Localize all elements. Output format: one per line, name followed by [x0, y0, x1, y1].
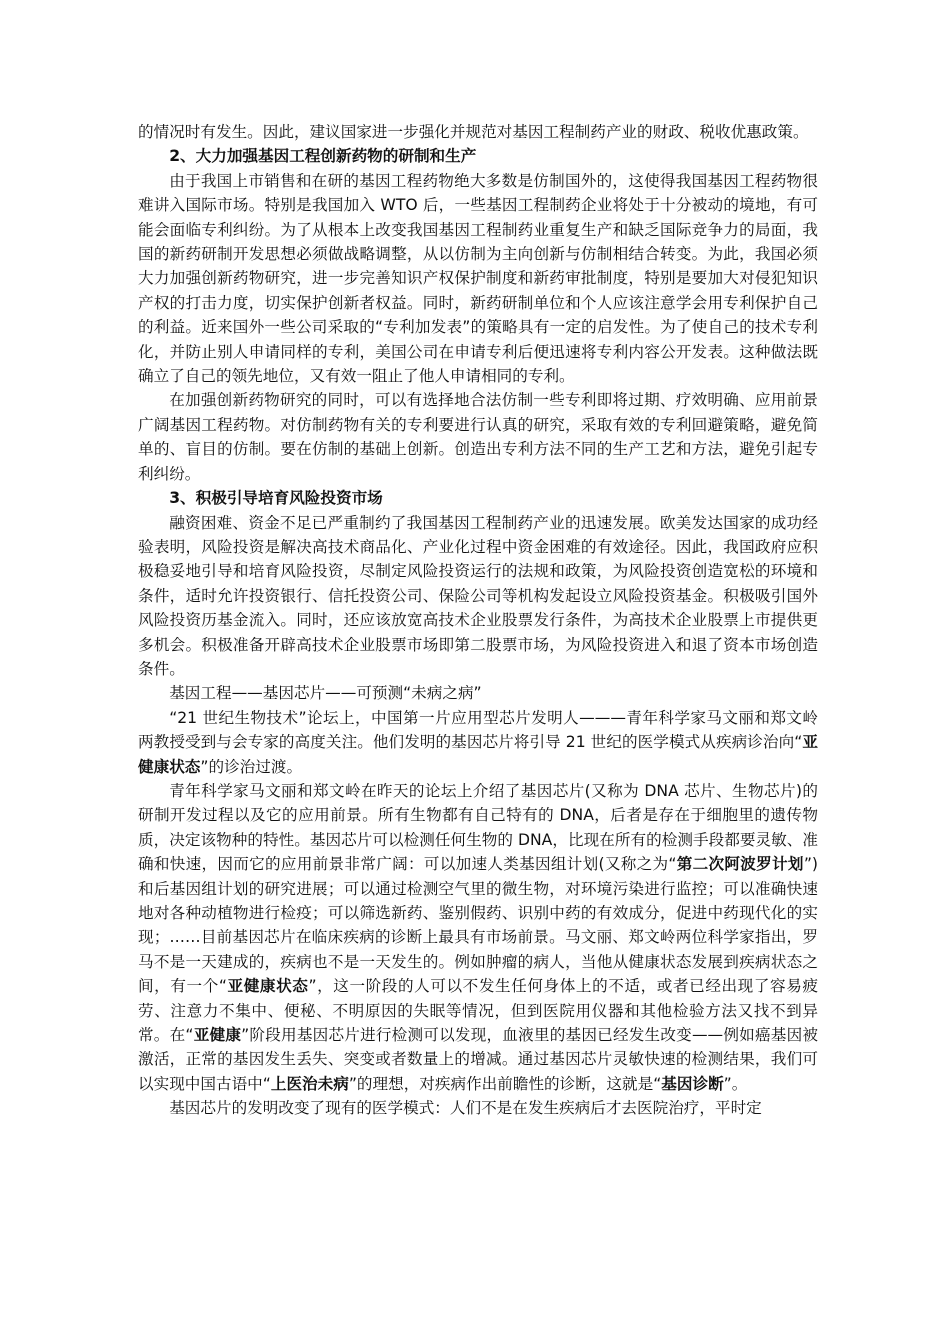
subtitle-gene-chip: 基因工程——基因芯片——可预测“未病之病” — [169, 684, 482, 703]
document-page — [138, 120, 818, 1121]
paragraph-continuation: 的情况时有发生。因此，建议国家进一步强化并规范对基因工程制药产业的财政、税收优惠政策。 — [138, 123, 809, 141]
paragraph-gene-chip-details: 青年科学家马文丽和郑文岭在昨天的论坛上介绍了基因芯片(又称为 DNA 芯片、生物芯片)的研制开发过程以及它的应用前景。所有生物都有自己特有的 DNA，后者是存在于细胞里的遗传物质，决定该物种的特性。基因芯片可以检测任何生物的 DNA，比现在所有的检测手段都要灵敏、准确和快速，因而它的应用前景非常广阔：可以加速人类基因组计划(又称之为“第二次阿波罗计划”)和后基因组计划的研究进展；可以通过检测空气里的微生物，对环境污染进行监控；可以准确快速地对各种动植物进行检疫；可以筛选新药、鉴别假药、识别中药的有效成分，促进中药现代化的实现；……目前基因芯片在临床疾病的诊断上最具有市场前景。马文丽、郑文岭两位科学家指出，罗马不是一天建成的，疾病也不是一天发生的。例如肿瘤的病人，当他从健康状态发展到疾病状态之间，有一个“亚健康状态”，这一阶段的人可以不发生任何身体上的不适，或者已经出现了容易疲劳、注意力不集中、便秘、不明原因的失眠等情况，但到医院用仪器和其他检验方法又找不到异常。在“亚健康”阶段用基因芯片进行检测可以发现，血液里的基因已经发生改变——例如癌基因被激活，正常的基因发生丢失、突变或者数量上的增减。通过基因芯片灵敏快速的检测结果，我们可以实现中国古语中“上医治未病”的理想，对疾病作出前瞻性的诊断，这就是“基因诊断”。 — [138, 781, 818, 1093]
bold-term: 亚健康状态 — [138, 733, 818, 776]
paragraph-legal-imitation: 在加强创新药物研究的同时，可以有选择地合法仿制一些专利即将过期、疗效明确、应用前景广阔基因工程药物。对仿制药物有关的专利要进行认真的研究，采取有效的专利回避策略，避免简单的、盲目的仿制。要在仿制的基础上创新。创造出专利方法不同的生产工艺和方法，避免引起专利纠纷。 — [138, 391, 818, 483]
section-heading-2: 2、大力加强基因工程创新药物的研制和生产 — [169, 147, 477, 166]
bold-term: 第二次阿波罗计划 — [676, 855, 804, 874]
paragraph-medical-model: 基因芯片的发明改变了现有的医学模式：人们不是在发生疾病后才去医院治疗，平时定 — [169, 1099, 762, 1118]
bold-term: 亚健康 — [193, 1026, 242, 1045]
bold-term: 基因诊断 — [661, 1074, 724, 1093]
section-heading-3: 3、积极引导培育风险投资市场 — [169, 489, 383, 508]
paragraph-venture-capital: 融资困难、资金不足已严重制约了我国基因工程制药产业的迅速发展。欧美发达国家的成功经验表明，风险投资是解决高技术商品化、产业化过程中资金困难的有效途径。因此，我国政府应积极稳妥地引导和培育风险投资，尽制定风险投资运行的法规和政策，为风险投资创造宽松的环境和条件，适时允许投资银行、信托投资公司、保险公司等机构发起设立风险投资基金。积极吸引国外风险投资历基金流入。同时，还应该放宽高技术企业股票发行条件，为高技术企业股票上市提供更多机会。积极准备开辟高技术企业股票市场即第二股票市场，为风险投资进入和退了资本市场创造条件。 — [138, 513, 818, 678]
paragraph-innovation-drugs: 由于我国上市销售和在研的基因工程药物绝大多数是仿制国外的，这使得我国基因工程药物很难讲入国际市场。特别是我国加入 WTO 后，一些基因工程制药企业将处于十分被动的境地，有可能会面临专利纠纷。为了从根本上改变我国基因工程制药业重复生产和缺乏国际竞争力的局面，我国的新药研制开发思想必须做战略调整，从以仿制为主向创新与仿制相结合转变。为此，我国必须大力加强创新药物研究，进一步完善知识产权保护制度和新药审批制度，特别是要加大对侵犯知识产权的打击力度，切实保护创新者权益。同时，新药研制单位和个人应该注意学会用专利保护自己的利益。近来国外一些公司采取的“专利加发表”的策略具有一定的启发性。为了使自己的技术专利化，并防止别人申请同样的专利，美国公司在申请专利后便迅速将专利内容公开发表。这种做法既确立了自己的领先地位，又有效一阻止了他人申请相同的专利。 — [138, 171, 818, 386]
bold-term: 亚健康状态 — [226, 977, 309, 996]
paragraph-forum: “21 世纪生物技术”论坛上，中国第一片应用型芯片发明人———青年科学家马文丽和郑文岭两教授受到与会专家的高度关注。他们发明的基因芯片将引导 21 世纪的医学模式从疾病诊治向“亚健康状态”的诊治过渡。 — [138, 708, 818, 776]
bold-term: 上医治未病 — [270, 1074, 349, 1093]
